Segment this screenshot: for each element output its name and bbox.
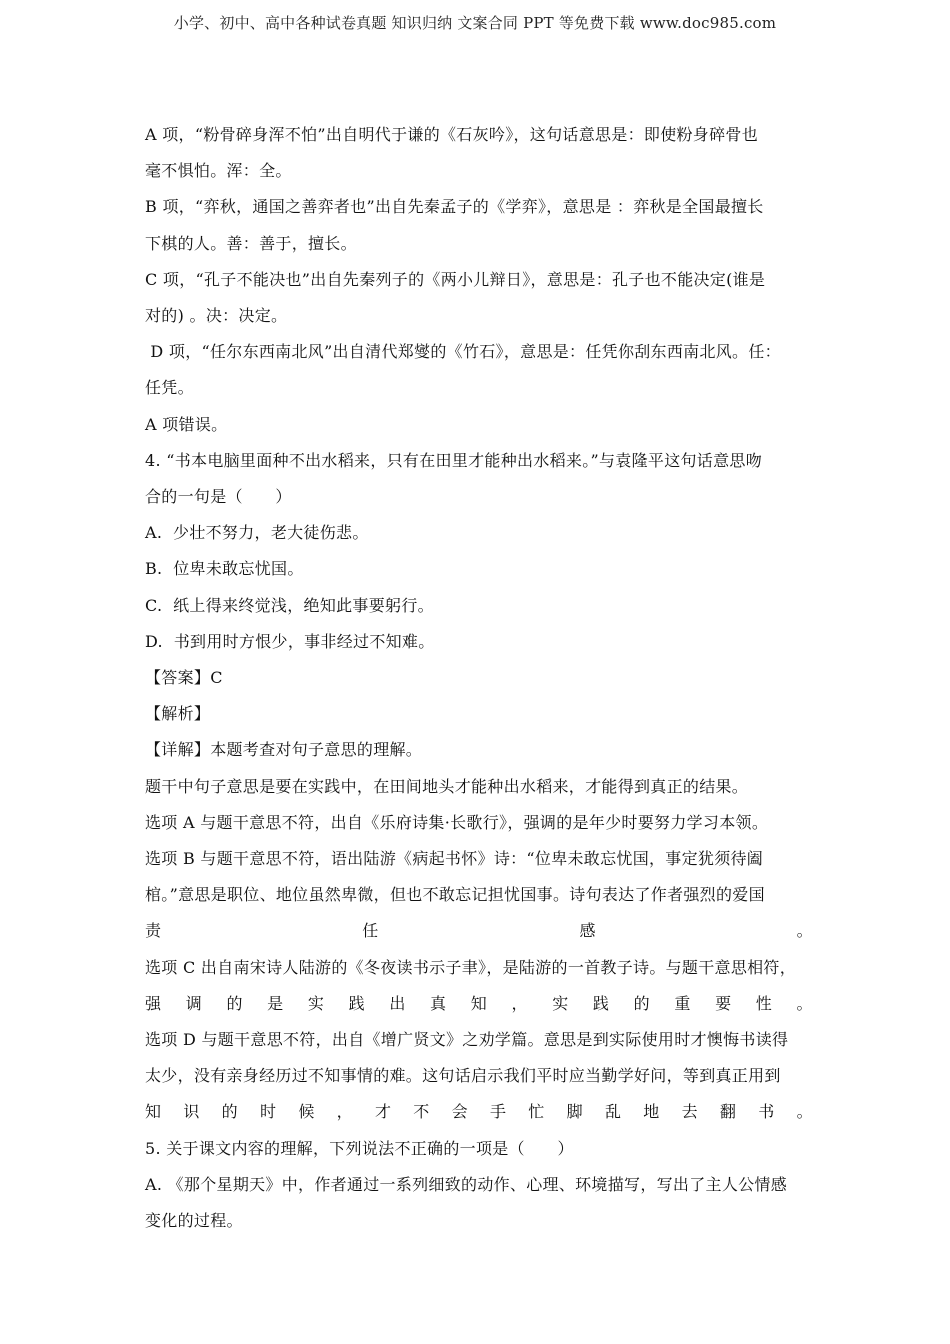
glyph: 践 [348,993,365,1013]
option-c: C. 纸上得来终觉浅，绝知此事要躬行。 [145,595,434,615]
justified-line-3 [145,1094,813,1130]
text-line: 对的) 。决：决定。 [145,306,288,326]
text-line: 毫不惧怕。浑：全。 [145,161,292,181]
justified-line-2 [145,986,813,1022]
glyph: 时 [259,1102,277,1122]
text-line: A 项，“粉骨碎身浑不怕”出自明代于谦的《石灰吟》，这句话意思是：即使粉身碎骨也 [145,125,759,144]
glyph: 任 [362,921,379,941]
glyph: 书 [758,1102,775,1122]
glyph: 候 [298,1102,315,1122]
question-5-option-a-cont: 变化的过程。 [145,1211,243,1231]
glyph: 实 [307,993,325,1013]
document-body [145,117,813,1239]
glyph: 感 [579,921,596,941]
text-line: A 项错误。 [145,414,228,434]
glyph: 会 [451,1102,468,1122]
glyph: ， [511,993,528,1013]
option-d: D. 书到用时方恨少，事非经过不知难。 [145,631,435,651]
glyph: 。 [796,921,813,941]
glyph: 出 [389,993,406,1013]
glyph: 知 [145,1102,162,1122]
question-4-stem-cont: 合的一句是（ ） [145,487,292,507]
text-line: 棺。”意思是职位、地位虽然卑微，但也不敢忘记担忧国事。诗句表达了作者强烈的爱国 [145,885,765,905]
option-b: B. 位卑未敢忘忧国。 [145,559,304,579]
text-line: 选项 A 与题干意思不符，出自《乐府诗集·长歌行》，强调的是年少时要努力学习本领。 [145,812,769,832]
glyph: 去 [681,1102,698,1122]
glyph: ， [336,1102,353,1122]
glyph: 的 [221,1102,238,1122]
option-a: A. 少壮不努力，老大徒伤悲。 [145,523,369,543]
glyph: 责 [145,921,162,941]
glyph: 知 [470,993,488,1013]
justified-line-1 [145,913,813,949]
text-line: 太少，没有亲身经历过不知事情的难。这句话启示我们平时应当勤学好问，等到真正用到 [145,1066,781,1086]
page-header: 小学、初中、高中各种试卷真题 知识归纳 文案合同 PPT 等免费下载 www.doc985.com [173,14,777,32]
glyph: 忙 [528,1102,545,1122]
glyph: 手 [489,1102,507,1122]
glyph: 才 [374,1102,392,1122]
glyph: 的 [226,993,243,1013]
text-line: D 项，“任尔东西南北风”出自清代郑燮的《竹石》，意思是：任凭你刮东西南北风。任： [145,342,781,362]
glyph: 的 [633,993,650,1013]
text-line: B 项，“弈秋，通国之善弈者也”出自先秦孟子的《学弈》，意思是 ：弈秋是全国最擅长 [145,197,764,217]
glyph: 翻 [719,1102,737,1122]
glyph: 性 [755,993,773,1013]
glyph: 识 [183,1102,200,1122]
glyph: 地 [643,1102,660,1122]
glyph: 是 [267,993,284,1013]
glyph: 。 [796,1102,813,1122]
text-line: 选项 C 出自南宋诗人陆游的《冬夜读书示子聿》，是陆游的一首教子诗。与题干意思相符， [145,957,797,977]
question-4-stem: 4. “书本电脑里面种不出水稻来，只有在田里才能种出水稻来。”与袁隆平这句话意思吻 [145,450,763,470]
glyph: 强 [145,993,162,1013]
glyph: 要 [715,993,732,1013]
glyph: 真 [430,993,447,1013]
question-5-stem: 5. 关于课文内容的理解，下列说法不正确的一项是（ ） [145,1138,574,1158]
glyph: 乱 [604,1102,622,1122]
glyph: 。 [796,993,813,1013]
text-line: 任凭。 [145,378,194,398]
detail-label: 【详解】本题考查对句子意思的理解。 [145,740,423,760]
glyph: 重 [674,993,691,1013]
text-line: 选项 D 与题干意思不符，出自《增广贤文》之劝学篇。意思是到实际使用时才懊悔书读得 [145,1030,789,1050]
glyph: 调 [185,993,203,1013]
text-line: C 项，“孔子不能决也”出自先秦列子的《两小儿辩日》，意思是：孔子也不能决定(谁是 [145,269,766,289]
question-5-option-a: A. 《那个星期天》中，作者通过一系列细致的动作、心理、环境描写，写出了主人公情感 [145,1174,788,1194]
glyph: 践 [592,993,610,1013]
glyph: 脚 [566,1102,583,1122]
glyph: 实 [552,993,569,1013]
analysis-label: 【解析】 [145,704,211,724]
text-line: 选项 B 与题干意思不符，语出陆游《病起书怀》诗：“位卑未敢忘忧国，事定犹须待阖 [145,849,764,869]
answer-label: 【答案】C [145,668,223,688]
text-line: 题干中句子意思是要在实践中，在田间地头才能种出水稻来，才能得到真正的结果。 [145,776,749,796]
text-line: 下棋的人。善：善于，擅长。 [145,233,357,253]
glyph: 不 [413,1102,430,1122]
